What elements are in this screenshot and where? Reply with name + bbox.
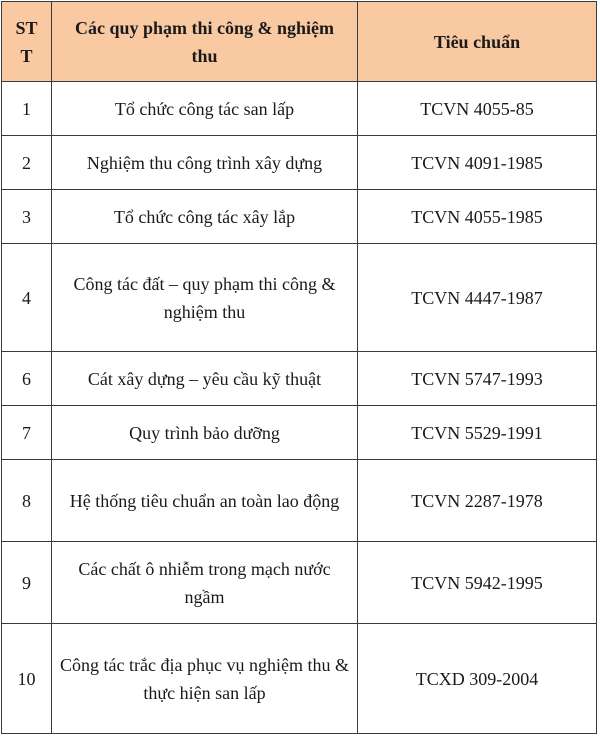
row-name: Công tác đất – quy phạm thi công & nghiệm thu — [52, 244, 358, 352]
row-standard: TCVN 4055-1985 — [358, 190, 597, 244]
row-name: Các chất ô nhiễm trong mạch nước ngầm — [52, 542, 358, 624]
row-stt: 9 — [2, 542, 52, 624]
row-standard: TCVN 4055-85 — [358, 82, 597, 136]
table-row — [2, 406, 597, 460]
table-row — [2, 82, 597, 136]
standards-table — [1, 1, 597, 734]
row-name: Cát xây dựng – yêu cầu kỹ thuật — [52, 352, 358, 406]
row-standard: TCVN 5942-1995 — [358, 542, 597, 624]
table-row — [2, 136, 597, 190]
row-standard: TCVN 2287-1978 — [358, 460, 597, 542]
row-standard: TCXD 309-2004 — [358, 624, 597, 734]
row-standard: TCVN 4091-1985 — [358, 136, 597, 190]
row-stt: 6 — [2, 352, 52, 406]
row-name: Tổ chức công tác xây lắp — [52, 190, 358, 244]
row-standard: TCVN 5529-1991 — [358, 406, 597, 460]
row-name: Hệ thống tiêu chuẩn an toàn lao động — [52, 460, 358, 542]
table-row — [2, 542, 597, 624]
table-row — [2, 460, 597, 542]
table-row — [2, 244, 597, 352]
row-stt: 8 — [2, 460, 52, 542]
row-stt: 1 — [2, 82, 52, 136]
header-name: Các quy phạm thi công & nghiệm thu — [52, 2, 358, 82]
row-stt: 7 — [2, 406, 52, 460]
row-standard: TCVN 4447-1987 — [358, 244, 597, 352]
row-stt: 10 — [2, 624, 52, 734]
row-stt: 4 — [2, 244, 52, 352]
header-standard: Tiêu chuẩn — [358, 2, 597, 82]
table-row — [2, 190, 597, 244]
row-stt: 2 — [2, 136, 52, 190]
row-name: Công tác trắc địa phục vụ nghiệm thu & thực hiện san lấp — [52, 624, 358, 734]
table-row — [2, 624, 597, 734]
row-stt: 3 — [2, 190, 52, 244]
row-name: Tổ chức công tác san lấp — [52, 82, 358, 136]
table-header-row — [2, 2, 597, 82]
row-name: Quy trình bảo dưỡng — [52, 406, 358, 460]
row-name: Nghiệm thu công trình xây dựng — [52, 136, 358, 190]
table-row — [2, 352, 597, 406]
header-stt: ST T — [2, 2, 52, 82]
row-standard: TCVN 5747-1993 — [358, 352, 597, 406]
